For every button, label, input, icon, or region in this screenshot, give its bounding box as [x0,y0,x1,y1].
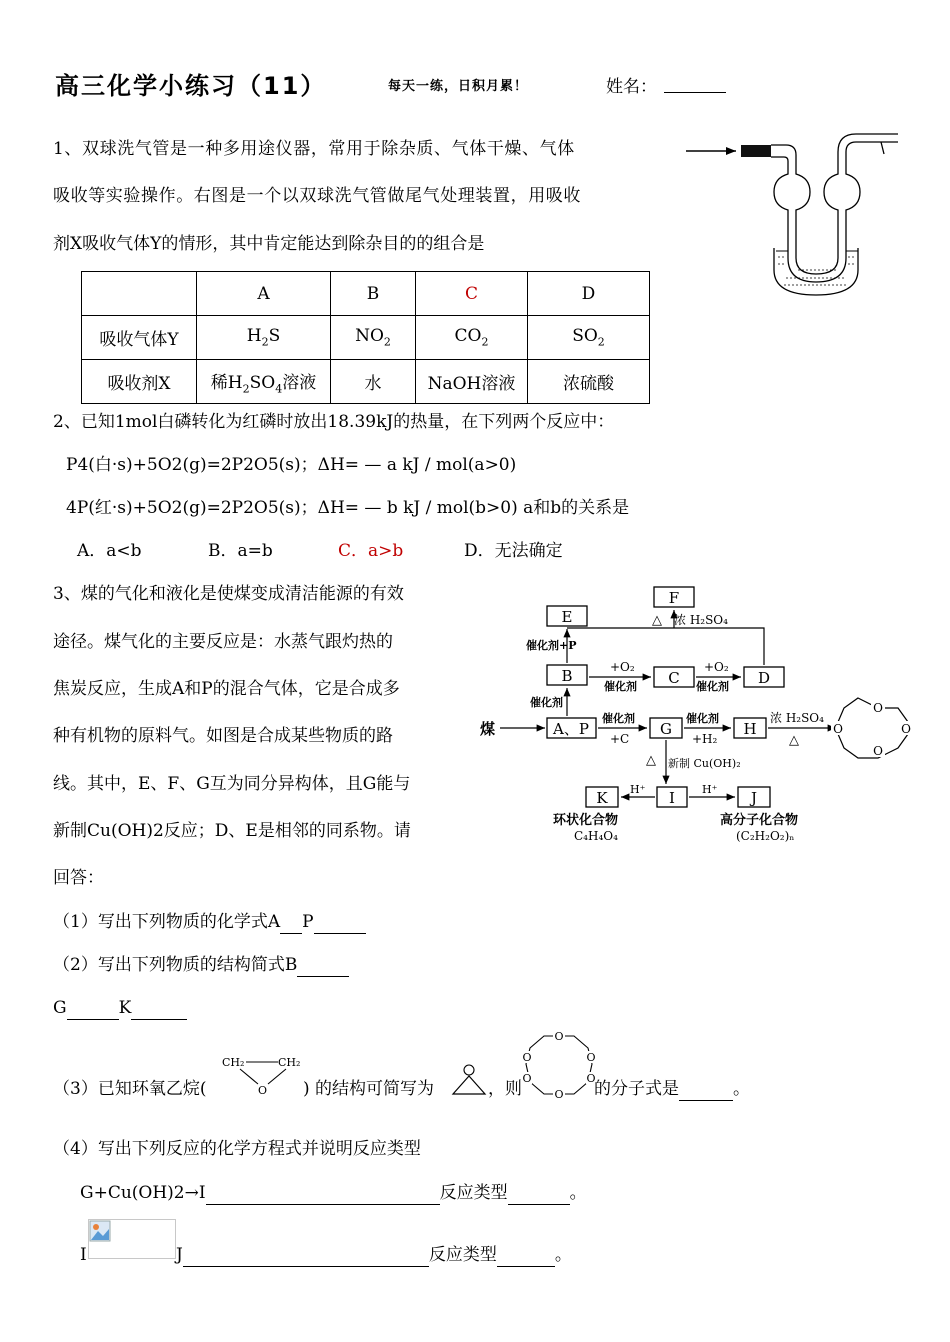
table-header-empty [82,272,197,316]
caption-ring: 环状化合物 [553,813,619,828]
row-label-absorbent: 吸收剂X [82,360,197,404]
blank-g[interactable] [67,1001,119,1020]
page-title: 高三化学小练习（11） [55,72,327,100]
label-o2-bc: +O₂ [610,660,635,674]
blank-a[interactable] [280,915,302,934]
q2-line1: 2、已知1mol白磷转化为红磷时放出18.39kJ的热量，在下列两个反应中： [53,412,615,432]
label-heat-gi: △ [646,753,656,768]
node-e: E [561,608,573,626]
q3-line1: 3、煤的气化和液化是使煤变成清洁能源的有效 [53,584,404,604]
cell-gas-b: $NO_2$ [331,316,416,360]
q3-line7: 回答： [53,868,104,888]
q1-line2: 吸收等实验操作。右图是一个以双球洗气管做尾气处理装置，用吸收 [53,186,581,206]
label-cat-cd: 催化剂 [696,680,729,693]
label-o2-cd: +O₂ [704,660,729,674]
label-h2so4-f: 浓 H₂SO₄ [674,613,728,627]
node-b: B [561,667,573,685]
svg-text:O: O [873,744,883,758]
q2-option-d[interactable]: D．无法确定 [464,541,563,561]
q3-sub3-a: （3）已知环氧乙烷( [53,1079,207,1099]
caption-polymer: 高分子化合物 [720,813,799,828]
broken-image-icon [89,1220,111,1242]
q3-line2: 途径。煤气化的主要反应是：水蒸气跟灼热的 [53,632,393,652]
svg-text:O: O [873,701,883,715]
q3-sub2-line2: G K [53,996,187,1020]
label-hplus-k: H⁺ [630,783,646,796]
blank-b[interactable] [297,958,349,977]
cell-absorb-b: 水 [331,360,416,404]
q3-reaction2-i: I [80,1245,87,1265]
q2-eq1: P4(白·s)+5O2(g)=2P2O5(s)；ΔH= — a kJ / mol(a>0) [66,455,517,475]
node-h: H [743,720,757,738]
label-hplus-j: H⁺ [702,783,718,796]
svg-text:O: O [586,1051,596,1064]
q3-line6: 新制Cu(OH)2反应；D、E是相邻的同系物。请 [53,821,411,841]
node-f: F [668,589,680,607]
q3-sub3-d: 的分子式是 。 [594,1079,750,1099]
q3-line4: 种有机物的原料气。如图是合成某些物质的路 [53,726,393,746]
q3-line5: 线。其中，E、F、G互为同分异构体，且G能与 [53,774,411,794]
q2-eq2: 4P(红·s)+5O2(g)=2P2O5(s)；ΔH= — b kJ / mol(b>0) a和b的关系是 [66,498,630,518]
cell-gas-a: $H_2S$ [197,316,331,360]
node-k: K [596,789,608,807]
q3-sub4: （4）写出下列反应的化学方程式并说明反应类型 [53,1139,421,1159]
svg-text:O: O [833,722,843,736]
cell-absorb-a: 稀$H_2SO_4$溶液 [197,360,331,404]
blank-formula[interactable] [679,1082,733,1101]
synthesis-route-diagram [478,582,911,852]
node-c: C [668,669,680,687]
svg-text:O: O [554,1088,564,1101]
cell-absorb-d: 浓硫酸 [528,360,650,404]
table-header-c: C [416,272,528,316]
label-cat-gh: 催化剂 [686,712,719,725]
svg-text:O: O [901,722,911,736]
q2-option-a[interactable]: A．a<b [77,541,142,561]
node-g: G [660,720,672,738]
coal-label: 煤 [480,720,496,738]
crown-ether-structure [522,1030,596,1100]
label-cat-ag: 催化剂 [602,712,635,725]
label-h2-gh: +H₂ [692,732,718,746]
svg-text:CH₂: CH₂ [278,1056,301,1069]
label-cuoh2: 新制 Cu(OH)₂ [668,757,741,770]
table-header-b: B [331,272,416,316]
node-i: I [669,789,675,807]
q3-sub3-c: ，则 [488,1079,522,1099]
blank-k[interactable] [131,1001,187,1020]
blank-type2[interactable] [497,1248,555,1267]
epoxide-shorthand [449,1062,489,1098]
table-header-a: A [197,272,331,316]
table-header-d: D [528,272,650,316]
blank-type1[interactable] [508,1186,570,1205]
label-cat-p: 催化剂+P [526,639,577,652]
label-cat-bc: 催化剂 [604,680,637,693]
svg-text:O: O [586,1072,596,1085]
q3-reaction2: J 反应类型 。 [176,1245,572,1265]
name-blank[interactable] [664,72,726,93]
node-j: J [750,789,758,807]
label-heat-h: △ [789,733,799,748]
motto: 每天一练，日积月累！ [388,79,529,94]
blank-equation2[interactable] [183,1248,429,1267]
label-plus-c: +C [610,732,630,746]
q1-table [81,271,650,404]
cell-gas-d: $SO_2$ [528,316,650,360]
q1-line3: 剂X吸收气体Y的情形，其中肯定能达到除杂目的的组合是 [53,234,485,254]
cell-gas-c: $CO_2$ [416,316,528,360]
q3-sub1: （1）写出下列物质的化学式A P [53,910,366,934]
q2-option-b[interactable]: B．a=b [208,541,273,561]
q3-sub3-b: ) 的结构可简写为 [303,1079,435,1099]
name-label: 姓名： [606,77,657,97]
q2-option-c[interactable]: C．a>b [338,541,404,561]
caption-ring-formula: C₄H₄O₄ [574,829,618,843]
blank-p[interactable] [314,915,366,934]
cell-absorb-c: NaOH溶液 [416,360,528,404]
ethylene-oxide-structure [220,1052,308,1098]
node-d: D [757,669,771,687]
blank-equation1[interactable] [206,1186,440,1205]
svg-text:O: O [258,1084,268,1097]
missing-image-placeholder [88,1219,176,1259]
svg-text:O: O [554,1030,564,1043]
q3-sub2: （2）写出下列物质的结构简式B [53,953,349,977]
label-h2so4-h: 浓 H₂SO₄ [770,711,824,725]
q3-line3: 焦炭反应，生成A和P的混合气体，它是合成多 [53,679,400,699]
label-cat-ab: 催化剂 [530,696,563,709]
label-heat-f: △ [652,613,662,628]
node-a-p: A、P [553,720,589,738]
q1-line1: 1、双球洗气管是一种多用途仪器，常用于除杂质、气体干燥、气体 [53,139,575,159]
row-label-gas: 吸收气体Y [82,316,197,360]
q3-reaction1: G+Cu(OH)2→I 反应类型 。 [80,1183,587,1203]
gas-washing-tube-figure [686,130,898,295]
svg-text:O: O [522,1051,532,1064]
caption-polymer-formula: (C₂H₂O₂)ₙ [736,829,795,843]
svg-text:CH₂: CH₂ [222,1056,245,1069]
svg-text:O: O [522,1072,532,1085]
